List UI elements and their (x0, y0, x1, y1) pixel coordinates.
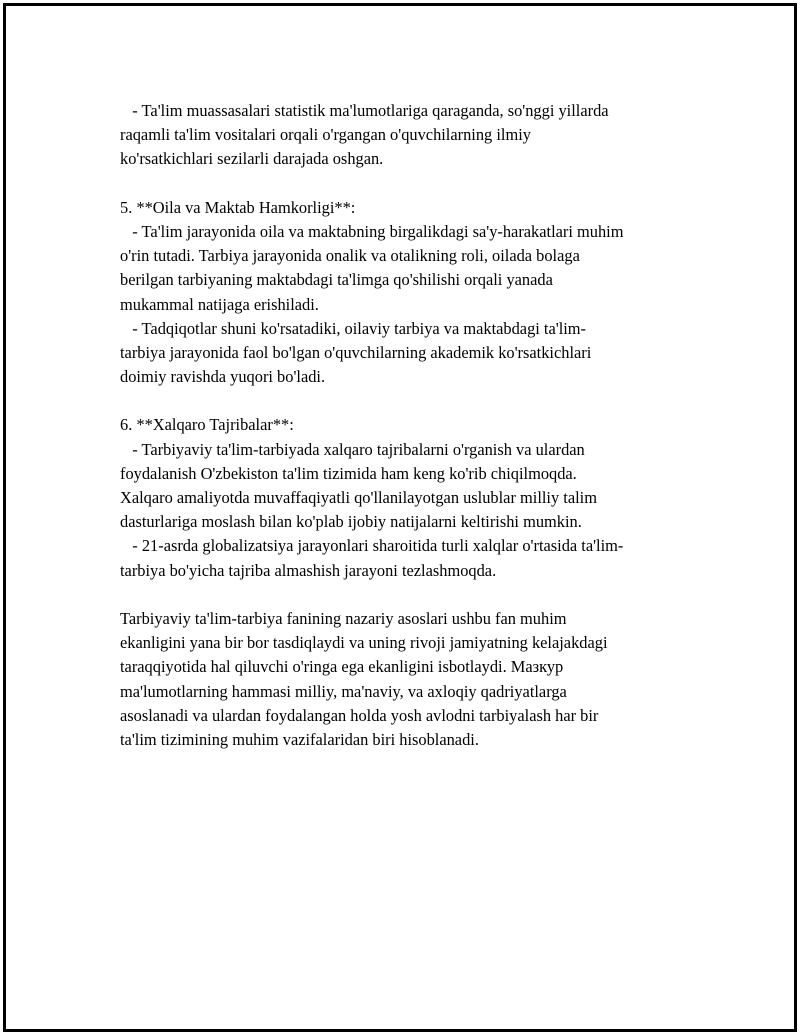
text-line: raqamli ta'lim vositalari orqali o'rgangan o'quvchilarning ilmiy (120, 125, 531, 145)
paragraph-spacer (120, 172, 710, 196)
section-6-heading (120, 413, 710, 437)
text-line: - Ta'lim muassasalari statistik ma'lumotlariga qaraganda, so'nggi yillarda (120, 101, 609, 120)
section-5-heading (120, 196, 710, 220)
text-line: taraqqiyotida hal qiluvchi o'ringa ega ekanligini isbotlaydi. Мазкур (120, 657, 564, 677)
paragraph-spacer (120, 389, 710, 413)
text-line: doimiy ravishda yuqori bo'ladi. (120, 367, 326, 387)
text-line: o'rin tutadi. Tarbiya jarayonida onalik va otalikning roli, oilada bolaga (120, 246, 580, 266)
bullet-international (120, 438, 710, 535)
text-line: foydalanish O'zbekiston ta'lim tizimida ham keng ko'rib chiqilmoqda. (120, 463, 577, 483)
text-line: mukammal natijaga erishiladi. (120, 294, 319, 314)
text-line: 5. **Oila va Maktab Hamkorligi**: (120, 197, 356, 217)
bullet-globalization (120, 534, 710, 582)
text-line: - Tarbiyaviy ta'lim-tarbiyada xalqaro tajribalarni o'rganish va ulardan (120, 439, 585, 459)
text-line: - Ta'lim jarayonida oila va maktabning birgalikdagi sa'y-harakatlari muhim (120, 221, 624, 241)
text-line: - Tadqiqotlar shuni ko'rsatadiki, oilaviy tarbiya va maktabdagi ta'lim- (120, 318, 587, 338)
text-line: dasturlariga moslash bilan ko'plab ijobiy natijalarni keltirishi mumkin. (120, 512, 582, 532)
text-line: berilgan tarbiyaning maktabdagi ta'limga qo'shilishi orqali yanada (120, 270, 553, 290)
text-line: - 21-asrda globalizatsiya jarayonlari sharoitida turli xalqlar o'rtasida ta'lim- (120, 536, 624, 556)
text-line: ta'lim tizimining muhim vazifalaridan biri hisoblanadi. (120, 729, 479, 749)
document-body (120, 99, 710, 752)
text-line: tarbiya jarayonida faol bo'lgan o'quvchilarning akademik ko'rsatkichlari (120, 342, 592, 362)
conclusion-paragraph (120, 607, 710, 752)
text-line: ma'lumotlarning hammasi milliy, ma'naviy, va axloqiy qadriyatlarga (120, 681, 567, 701)
text-line: 6. **Xalqaro Tajribalar**: (120, 415, 294, 435)
bullet-statistics (120, 99, 710, 172)
document-page (3, 3, 797, 1032)
text-line: ko'rsatkichlari sezilarli darajada oshgan. (120, 149, 384, 169)
text-line: ekanligini yana bir bor tasdiqlaydi va uning rivoji jamiyatning kelajakdagi (120, 633, 608, 653)
text-line: Xalqaro amaliyotda muvaffaqiyatli qo'llanilayotgan uslublar milliy talim (120, 488, 597, 507)
bullet-family-school (120, 220, 710, 317)
bullet-research (120, 317, 710, 390)
text-line: asoslanadi va ulardan foydalangan holda yosh avlodni tarbiyalash har bir (120, 705, 599, 725)
text-line: tarbiya bo'yicha tajriba almashish jarayoni tezlashmoqda. (120, 560, 497, 580)
text-line: Tarbiyaviy ta'lim-tarbiya fanining nazariy asoslari ushbu fan muhim (120, 608, 567, 628)
paragraph-spacer (120, 583, 710, 607)
